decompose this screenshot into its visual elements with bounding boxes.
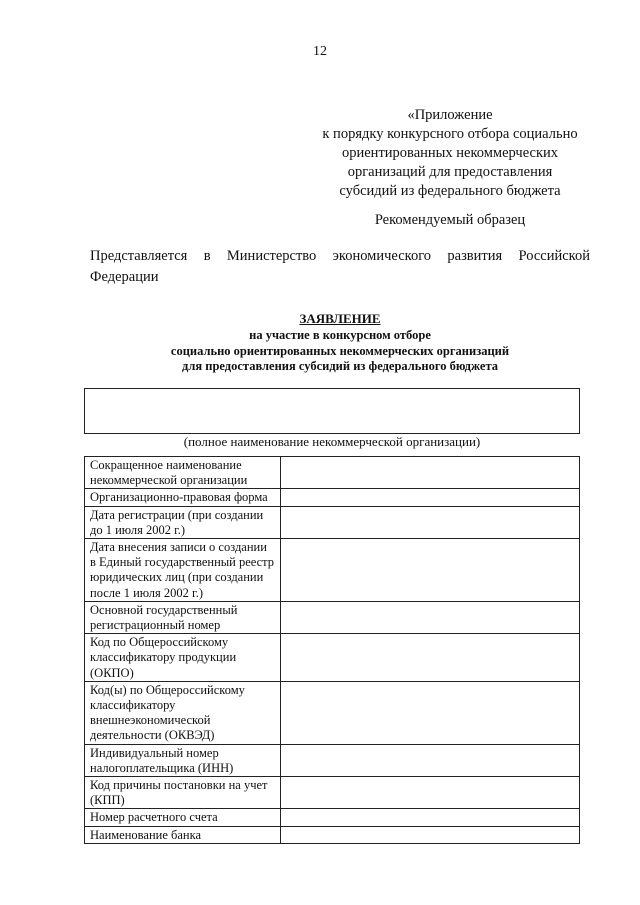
- appendix-line: ориентированных некоммерческих: [341, 145, 558, 161]
- row-value-field[interactable]: [280, 809, 579, 826]
- row-label: Наименование банка: [85, 826, 281, 843]
- table-row: [85, 489, 580, 506]
- row-value-field[interactable]: [280, 506, 579, 538]
- statement-subtitle-line: социально ориентированных некоммерческих организаций: [170, 343, 510, 358]
- row-label: Код(ы) по Общероссийскому классификатору внешнеэкономической деятельности (ОКВЭД): [85, 681, 281, 744]
- appendix-line: организаций для предоставления: [347, 164, 553, 180]
- row-label: Организационно-правовая форма: [85, 489, 281, 506]
- table-row: [85, 809, 580, 826]
- row-value-field[interactable]: [280, 601, 579, 633]
- table-row: [85, 457, 580, 489]
- row-label: Код причины постановки на учет (КПП): [85, 777, 281, 809]
- row-label: Основной государственный регистрационный номер: [85, 601, 281, 633]
- row-label: Сокращенное наименование некоммерческой организации: [85, 457, 281, 489]
- table-row: [85, 634, 580, 682]
- table-row: [85, 601, 580, 633]
- appendix-line: к порядку конкурсного отбора социально: [322, 126, 578, 142]
- row-value-field[interactable]: [280, 777, 579, 809]
- statement-title: ЗАЯВЛЕНИЕ: [299, 311, 381, 326]
- row-label: Дата внесения записи о создании в Единый государственный реестр юридических лиц (при создании после 1 июля 2002 г.): [85, 539, 281, 602]
- submitted-to-text: Представляется в Министерство экономического развития Российской Федерации: [90, 248, 590, 285]
- appendix-heading: [300, 106, 600, 201]
- org-full-name-caption: (полное наименование некоммерческой организации): [183, 434, 481, 449]
- statement-subtitle: [90, 328, 590, 375]
- row-label: Номер расчетного счета: [85, 809, 281, 826]
- table-row: [85, 539, 580, 602]
- row-label: Код по Общероссийскому классификатору продукции (ОКПО): [85, 634, 281, 682]
- row-value-field[interactable]: [280, 634, 579, 682]
- row-value-field[interactable]: [280, 681, 579, 744]
- row-value-field[interactable]: [280, 539, 579, 602]
- table-row: [85, 744, 580, 776]
- table-row: [85, 826, 580, 843]
- statement-subtitle-line: для предоставления субсидий из федерального бюджета: [182, 359, 498, 373]
- appendix-line: субсидий из федерального бюджета: [339, 183, 561, 199]
- row-value-field[interactable]: [280, 457, 579, 489]
- row-label: Индивидуальный номер налогоплательщика (ИНН): [85, 744, 281, 776]
- statement-subtitle-line: на участие в конкурсном отборе: [249, 328, 431, 342]
- table-row: [85, 777, 580, 809]
- row-value-field[interactable]: [280, 489, 579, 506]
- row-value-field[interactable]: [280, 826, 579, 843]
- page-number: 12: [313, 44, 327, 59]
- row-value-field[interactable]: [280, 744, 579, 776]
- org-info-table: [84, 456, 580, 844]
- appendix-line: «Приложение: [407, 107, 493, 123]
- table-row: [85, 681, 580, 744]
- org-full-name-field[interactable]: [84, 388, 580, 434]
- sample-label: Рекомендуемый образец: [374, 212, 526, 228]
- table-row: [85, 506, 580, 538]
- row-label: Дата регистрации (при создании до 1 июля 2002 г.): [85, 506, 281, 538]
